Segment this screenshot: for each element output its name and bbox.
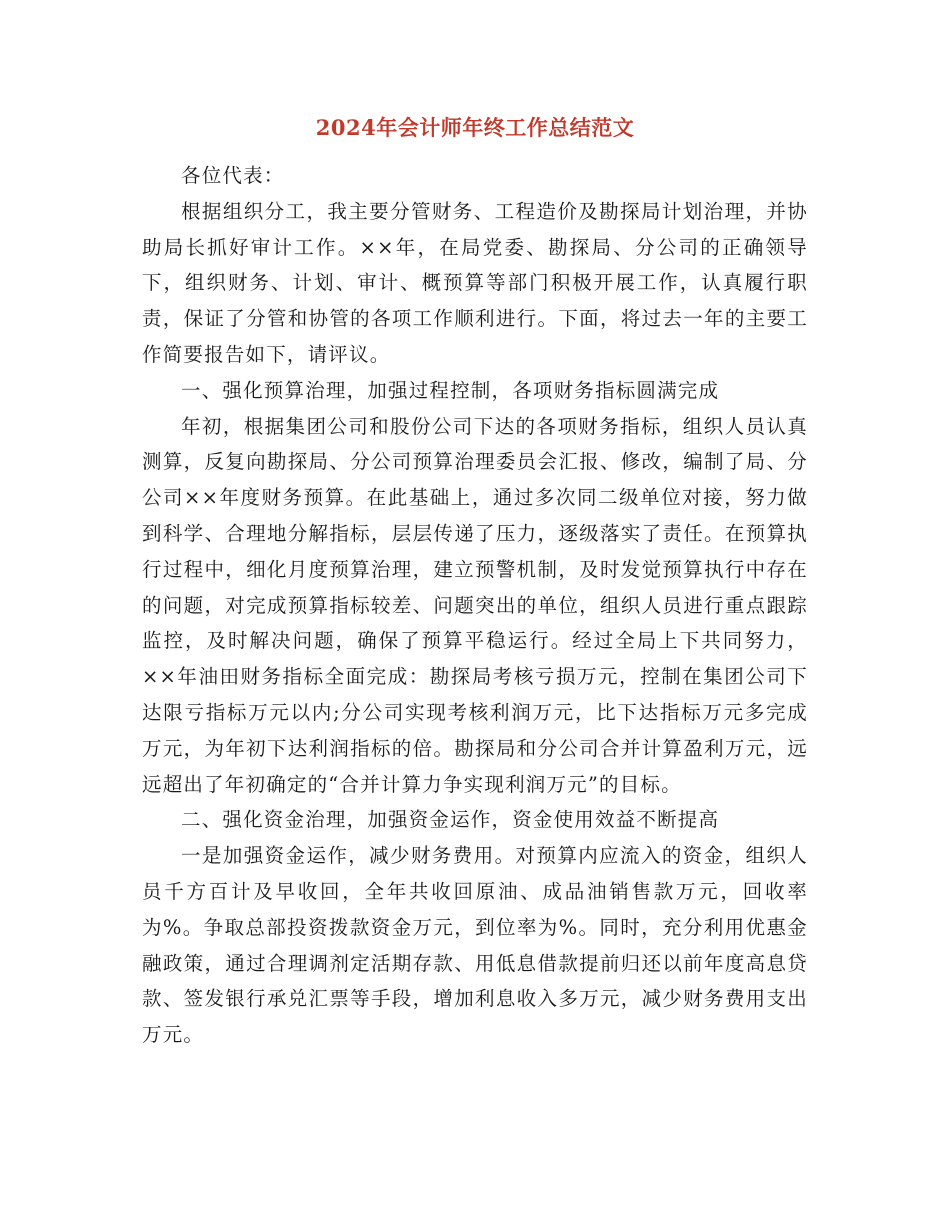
intro-paragraph: 根据组织分工，我主要分管财务、工程造价及勘探局计划治理，并协助局长抓好审计工作。××年，在局党委、勘探局、分公司的正确领导下，组织财务、计划、审计、概预算等部门积极开展工作，认真履行职责，保证了分管和协管的各项工作顺利进行。下面，将过去一年的主要工作简要报告如下，请评议。 — [142, 199, 808, 366]
document-title: 2024年会计师年终工作总结范文 — [315, 115, 635, 140]
body-paragraph-funds: 一是加强资金运作，减少财务费用。对预算内应流入的资金，组织人员千方百计及早收回，全年共收回原油、成品油销售款万元，回收率为%。争取总部投资拨款资金万元，到位率为%。同时，充分利用优惠金融政策，通过合理调剂定活期存款、用低息借款提前归还以前年度高息贷款、签发银行承兑汇票等手段，增加利息收入多万元，减少财务费用支出万元。 — [142, 844, 808, 1047]
section-heading-1: 一、强化预算治理，加强过程控制，各项财务指标圆满完成 — [181, 378, 720, 402]
salutation: 各位代表： — [181, 164, 285, 187]
document-page — [142, 110, 808, 1053]
section-heading-2: 二、强化资金治理，加强资金运作，资金使用效益不断提高 — [181, 808, 720, 832]
body-paragraph-budget: 年初，根据集团公司和股份公司下达的各项财务指标，组织人员认真测算，反复向勘探局、分公司预算治理委员会汇报、修改，编制了局、分公司××年度财务预算。在此基础上，通过多次同二级单位对接，努力做到科学、合理地分解指标，层层传递了压力，逐级落实了责任。在预算执行过程中，细化月度预算治理，建立预警机制，及时发觉预算执行中存在的问题，对完成预算指标较差、问题突出的单位，组织人员进行重点跟踪监控，及时解决问题，确保了预算平稳运行。经过全局上下共同努力，××年油田财务指标全面完成：勘探局考核亏损万元，控制在集团公司下达限亏指标万元以内;分公司实现考核利润万元，比下达指标万元多完成万元，为年初下达利润指标的倍。勘探局和分公司合并计算盈利万元，远远超出了年初确定的“合并计算力争实现利润万元”的目标。 — [142, 414, 808, 796]
